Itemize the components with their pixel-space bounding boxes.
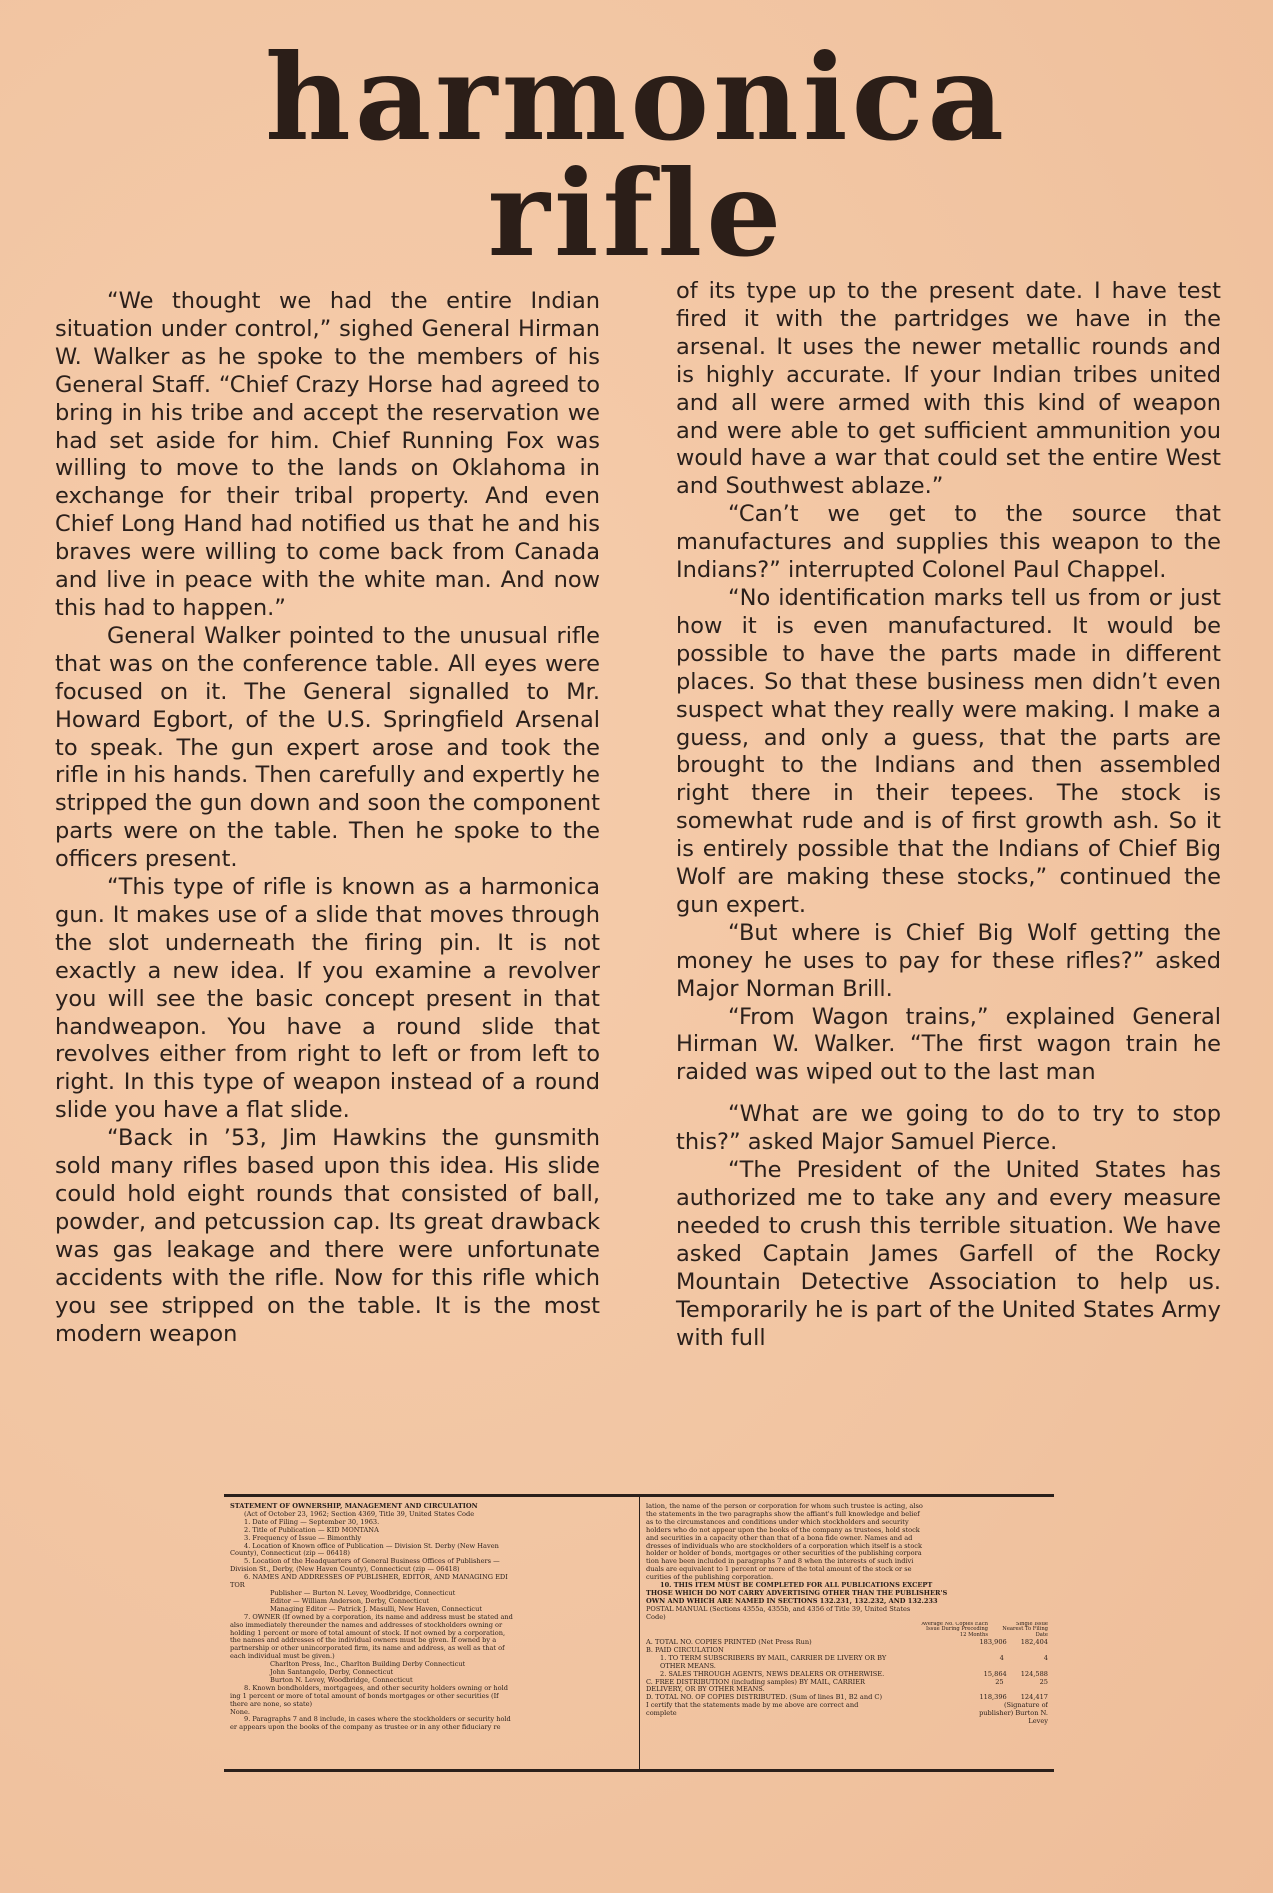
statement-line: lation, the name of the person or corporation for whom such trustee is acting, also bbox=[646, 1503, 923, 1510]
statement-line: each individual must be given.) bbox=[230, 1653, 335, 1661]
statement-line: Charlton Press, Inc., Charlton Building Derby Connecticut bbox=[270, 1661, 466, 1669]
statement-line: er appears upon the books of the company as trustee or in any other fiduciary re bbox=[230, 1724, 501, 1732]
statement-line: Editor — William Anderson, Derby, Connecticut bbox=[270, 1597, 430, 1605]
title-line-1: harmonica bbox=[265, 28, 1008, 167]
statement-line: also immediately thereunder the names and addresses of stockholders owning or bbox=[230, 1621, 503, 1629]
statement-line: TOR bbox=[230, 1582, 245, 1590]
statement-left-column bbox=[224, 1497, 639, 1769]
paragraph: “The President of the United States has authorized me to take any and every measure needed to crush this terrible situation. We have asked Captain James Garfell of the Rocky Mountain Detective Association to help us. Temporarily he is part of the United States Army with full bbox=[676, 1157, 1221, 1351]
row-value: 182,404 bbox=[1020, 1638, 1048, 1646]
statement-line: the names and addresses of the individual owners must be given. If owned by a bbox=[230, 1637, 497, 1645]
statement-line: 8. Known bondholders, mortgagees, and other security holders owning or hold bbox=[244, 1684, 508, 1692]
column-header: Single Issue Nearest To Filing Date bbox=[1002, 1621, 1048, 1639]
row-value: 15,864 bbox=[983, 1670, 1007, 1678]
statement-line: 3. Frequency of Issue — Bimonthly bbox=[244, 1534, 362, 1542]
paragraph: of its type up to the present date. I have test fired it with the partridges we have in the arsenal. It uses the newer metallic rounds and is highly accurate. If your Indian tribes united and all were armed with this kind of weapon and were able to get sufficient ammunition you would have a war that could set the entire West and Southwest ablaze.” bbox=[676, 278, 1221, 500]
right-text-column bbox=[676, 278, 1221, 1352]
statement-line: 4. Location of Known office of Publication — Division St. Derby (New Haven bbox=[244, 1542, 499, 1550]
row-value: 4 bbox=[999, 1654, 1004, 1662]
statement-line: holding 1 percent or more of total amount of stock. If not owned by a corporation, bbox=[230, 1629, 506, 1637]
paragraph: “From Wagon trains,” explained General Hirman W. Walker. “The first wagon train he raided was wiped out to the last man bbox=[676, 1003, 1221, 1086]
row-value: 183,906 bbox=[979, 1638, 1007, 1646]
paragraph: “No identification marks tell us from or just how it is even manufactured. It would be possible to have the parts made in different places. So that these business men didn’t even suspect what they really were making. I make a guess, and only a guess, that the parts are brought to the Indians and then assembled right there in their tepees. The stock is somewhat rude and is of first growth ash. So it is entirely possible that the Indians of Chief Big Wolf are making these stocks,” continued the gun expert. bbox=[676, 584, 1221, 918]
statement-line: County), Connecticut (zip — 06418) bbox=[230, 1550, 350, 1558]
statement-table-row bbox=[646, 1655, 1048, 1671]
statement-table-row bbox=[646, 1671, 1048, 1679]
statement-line: dresses of individuals who are stockholders of a corporation which itself is a stock bbox=[646, 1542, 922, 1550]
row-value: 25 bbox=[1039, 1678, 1048, 1686]
statement-line: holder or holder of bonds, mortgages or other securities of the publishing corpora bbox=[646, 1550, 922, 1558]
row-value: 4 bbox=[1043, 1654, 1048, 1662]
statement-line: 2. Title of Publication — KID MONTANA bbox=[244, 1526, 379, 1534]
statement-line: POSTAL MANUAL (Sections 4355a, 4355b, and 4356 of Title 39, United States bbox=[646, 1605, 911, 1613]
title-line-2: rifle bbox=[487, 144, 786, 283]
statement-line: ing 1 percent or more of total amount of bonds mortgages or other securities (If bbox=[230, 1692, 499, 1700]
statement-line: tion have been included in paragraphs 7 and 8 when the interests of such indivi bbox=[646, 1558, 914, 1566]
statement-line: Code) bbox=[646, 1613, 666, 1621]
paragraph: “But where is Chief Big Wolf getting the money he uses to pay for these rifles?” asked Major Norman Brill. bbox=[676, 919, 1221, 1002]
statement-line: partnership or other unincorporated firm, its name and address, as well as that of bbox=[230, 1645, 505, 1653]
statement-of-ownership bbox=[224, 1494, 1054, 1772]
row-value: 124,588 bbox=[1020, 1670, 1048, 1678]
statement-certification bbox=[646, 1702, 1048, 1726]
paragraph: “What are we going to do to try to stop this?” asked Major Samuel Pierce. bbox=[676, 1101, 1221, 1156]
statement-table-row bbox=[646, 1679, 1048, 1695]
statement-table-row bbox=[646, 1639, 1048, 1647]
row-label: B. PAID CIRCULATION bbox=[646, 1646, 724, 1654]
paragraph: “We thought we had the entire Indian situation under control,” sighed General Hirman W. Walker as he spoke to the members of his General Staff. “Chief Crazy Horse had agreed to bring in his tribe and accept the reservation we had set aside for him. Chief Running Fox was willing to move to the lands on Oklahoma in exchange for their tribal property. And even Chief Long Hand had notified us that he and his braves were willing to come back from Canada and live in peace with the white man. And now this had to happen.” bbox=[55, 288, 600, 621]
statement-line: 1. Date of Filing — September 30, 1963. bbox=[244, 1518, 380, 1526]
statement-line: OWN AND WHICH ARE NAMED IN SECTIONS 132.231, 132.232, AND 132.233 bbox=[646, 1597, 938, 1605]
statement-line: Burton N. Levey, Woodbridge, Connecticut bbox=[270, 1676, 413, 1684]
statement-line: (Act of October 23, 1962; Section 4369, Title 39, United States Code bbox=[244, 1510, 475, 1518]
statement-line: 6. NAMES AND ADDRESSES OF PUBLISHER, EDITOR, AND MANAGING EDI bbox=[244, 1574, 508, 1582]
paragraph: “Can’t we get to the source that manufactures and supplies this weapon to the Indians?” interrupted Colonel Paul Chappel. bbox=[676, 501, 1221, 584]
row-value: 25 bbox=[995, 1678, 1004, 1686]
statement-line: as to the circumstances and conditions under which stockholders and security bbox=[646, 1518, 909, 1526]
statement-line: 7. OWNER (If owned by a corporation, its name and address must be stated and bbox=[244, 1613, 513, 1621]
statement-line: holders who do not appear upon the books of the company as trustees, hold stock bbox=[646, 1526, 920, 1534]
left-text-column bbox=[55, 288, 600, 1348]
statement-table-row bbox=[646, 1694, 1048, 1702]
statement-heading: STATEMENT OF OWNERSHIP, MANAGEMENT AND CIRCULATION bbox=[230, 1503, 478, 1510]
statement-line: None. bbox=[230, 1708, 250, 1716]
row-value: 118,396 bbox=[979, 1694, 1007, 1702]
row-label: 1. TO TERM SUBSCRIBERS BY MAIL, CARRIER DE LIVERY OR BY OTHER MEANS. bbox=[660, 1654, 887, 1670]
statement-line: Publisher — Burton N. Levey, Woodbridge, Connecticut bbox=[270, 1589, 456, 1597]
statement-right-column bbox=[639, 1497, 1054, 1769]
certify-text: I certify that the statements made by me above are correct and complete bbox=[646, 1702, 859, 1718]
statement-line: there are none, so state) bbox=[230, 1700, 313, 1708]
statement-line: Managing Editor — Patrick J. Masulli, New Haven, Connecticut bbox=[270, 1605, 482, 1613]
story-title bbox=[0, 28, 1273, 283]
row-label: 2. SALES THROUGH AGENTS, NEWS DEALERS OR OTHERWISE. bbox=[660, 1670, 885, 1678]
statement-line: 10. THIS ITEM MUST BE COMPLETED FOR ALL PUBLICATIONS EXCEPT bbox=[660, 1582, 933, 1590]
statement-table-header bbox=[646, 1622, 1048, 1639]
paragraph: General Walker pointed to the unusual rifle that was on the conference table. All eyes were focused on it. The General signalled to Mr. Howard Egbort, of the U.S. Springfield Arsenal to speak. The gun expert arose and took the rifle in his hands. Then carefully and expertly he stripped the gun down and soon the component parts were on the table. Then he spoke to the officers present. bbox=[55, 622, 600, 873]
statement-line: 9. Paragraphs 7 and 8 include, in cases where the stockholders or security hold bbox=[244, 1716, 511, 1724]
row-value: 124,417 bbox=[1020, 1694, 1048, 1702]
statement-line: curities of the publishing corporation. bbox=[646, 1574, 774, 1582]
paragraph: “Back in ’53, Jim Hawkins the gunsmith sold many rifles based upon this idea. His slide could hold eight rounds that consisted of ball, powder, and petcussion cap. Its great drawback was gas leakage and there were unfortunate accidents with the rifle. Now for this rifle which you see stripped on the table. It is the most modern weapon bbox=[55, 1125, 600, 1347]
statement-line: Division St., Derby, (New Haven County), Connecticut (zip — 06418) bbox=[230, 1566, 460, 1574]
statement-line: THOSE WHICH DO NOT CARRY ADVERTISING OTHER THAN THE PUBLISHER'S bbox=[646, 1589, 948, 1597]
statement-line: the statements in the two paragraphs show the affiant's full knowledge and belief bbox=[646, 1510, 920, 1518]
row-label: C. FREE DISTRIBUTION (including samples) BY MAIL, CARRIER DELIVERY, OR BY OTHER MEANS. bbox=[646, 1678, 866, 1694]
row-label: D. TOTAL NO. OF COPIES DISTRIBUTED. (Sum of lines B1, B2 and C) bbox=[646, 1694, 883, 1702]
statement-line: John Santangelo, Derby, Connecticut bbox=[270, 1669, 394, 1677]
statement-line: and securities in a capacity other than that of a bona fide owner. Names and ad bbox=[646, 1534, 913, 1542]
statement-line: 5. Location of the Headquarters of General Business Offices of Publishers — bbox=[244, 1558, 500, 1566]
publisher-signature: (Signature of publisher) Burton N. Levey bbox=[979, 1702, 1048, 1726]
column-header: Average No. Copies Each Issue During Preceding 12 Months bbox=[921, 1621, 988, 1639]
paragraph: “This type of rifle is known as a harmonica gun. It makes use of a slide that moves through the slot underneath the firing pin. It is not exactly a new idea. If you examine a revolver you will see the basic concept present in that handweapon. You have a round slide that revolves either from right to left or from left to right. In this type of weapon instead of a round slide you have a flat slide. bbox=[55, 874, 600, 1124]
row-label: A. TOTAL NO. COPIES PRINTED (Net Press Run) bbox=[646, 1638, 812, 1646]
statement-line: duals are equivalent to 1 percent or more of the total amount of the stock or se bbox=[646, 1566, 912, 1574]
